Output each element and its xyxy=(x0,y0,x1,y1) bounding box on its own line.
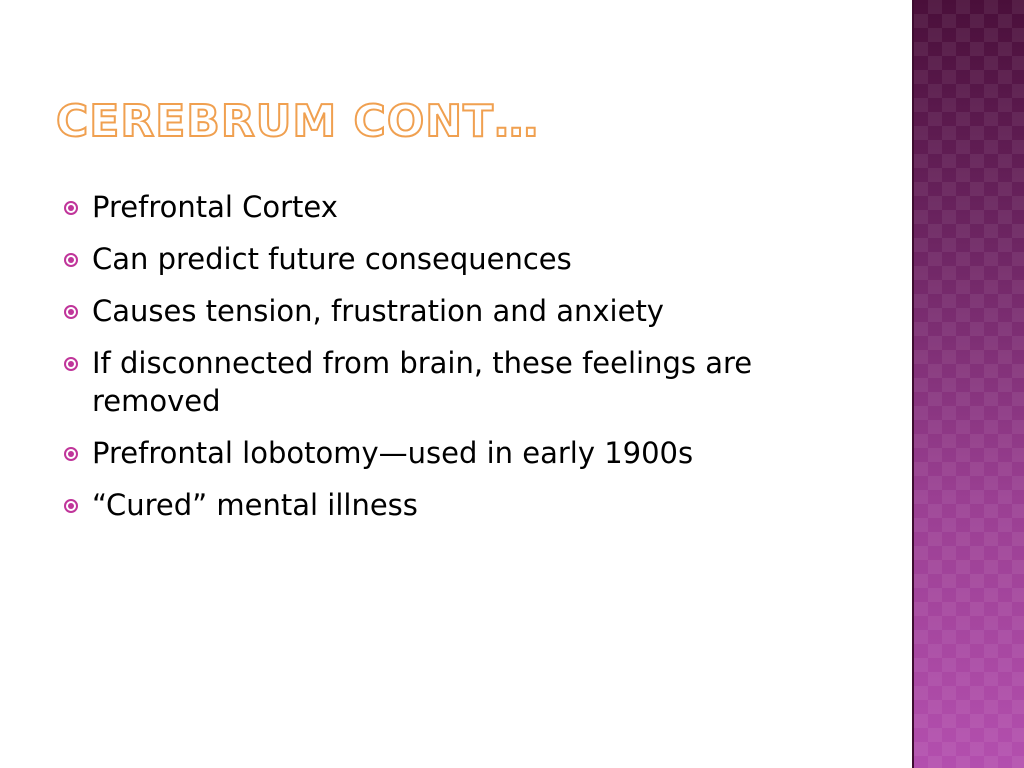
radio-bullet-icon xyxy=(64,201,78,215)
bullet-item xyxy=(62,292,822,330)
bullet-text: If disconnected from brain, these feelings are removed xyxy=(92,346,753,418)
bullet-item xyxy=(62,240,822,278)
bullet-item xyxy=(62,434,822,472)
bullet-text: Prefrontal Cortex xyxy=(92,190,338,224)
slide-title: CEREBRUM CONT… xyxy=(56,96,540,147)
radio-bullet-icon xyxy=(64,499,78,513)
bullet-text: Prefrontal lobotomy—used in early 1900s xyxy=(92,436,694,470)
radio-bullet-icon xyxy=(64,357,78,371)
bullet-text: Can predict future consequences xyxy=(92,242,572,276)
bullet-text: Causes tension, frustration and anxiety xyxy=(92,294,664,328)
radio-bullet-icon xyxy=(64,305,78,319)
diamond-pattern xyxy=(914,0,1024,768)
bullet-list xyxy=(62,188,822,538)
bullet-item xyxy=(62,344,822,420)
radio-bullet-icon xyxy=(64,253,78,267)
bullet-item xyxy=(62,188,822,226)
bullet-item xyxy=(62,486,822,524)
bullet-text: “Cured” mental illness xyxy=(92,488,418,522)
radio-bullet-icon xyxy=(64,447,78,461)
decorative-side-band xyxy=(912,0,1024,768)
